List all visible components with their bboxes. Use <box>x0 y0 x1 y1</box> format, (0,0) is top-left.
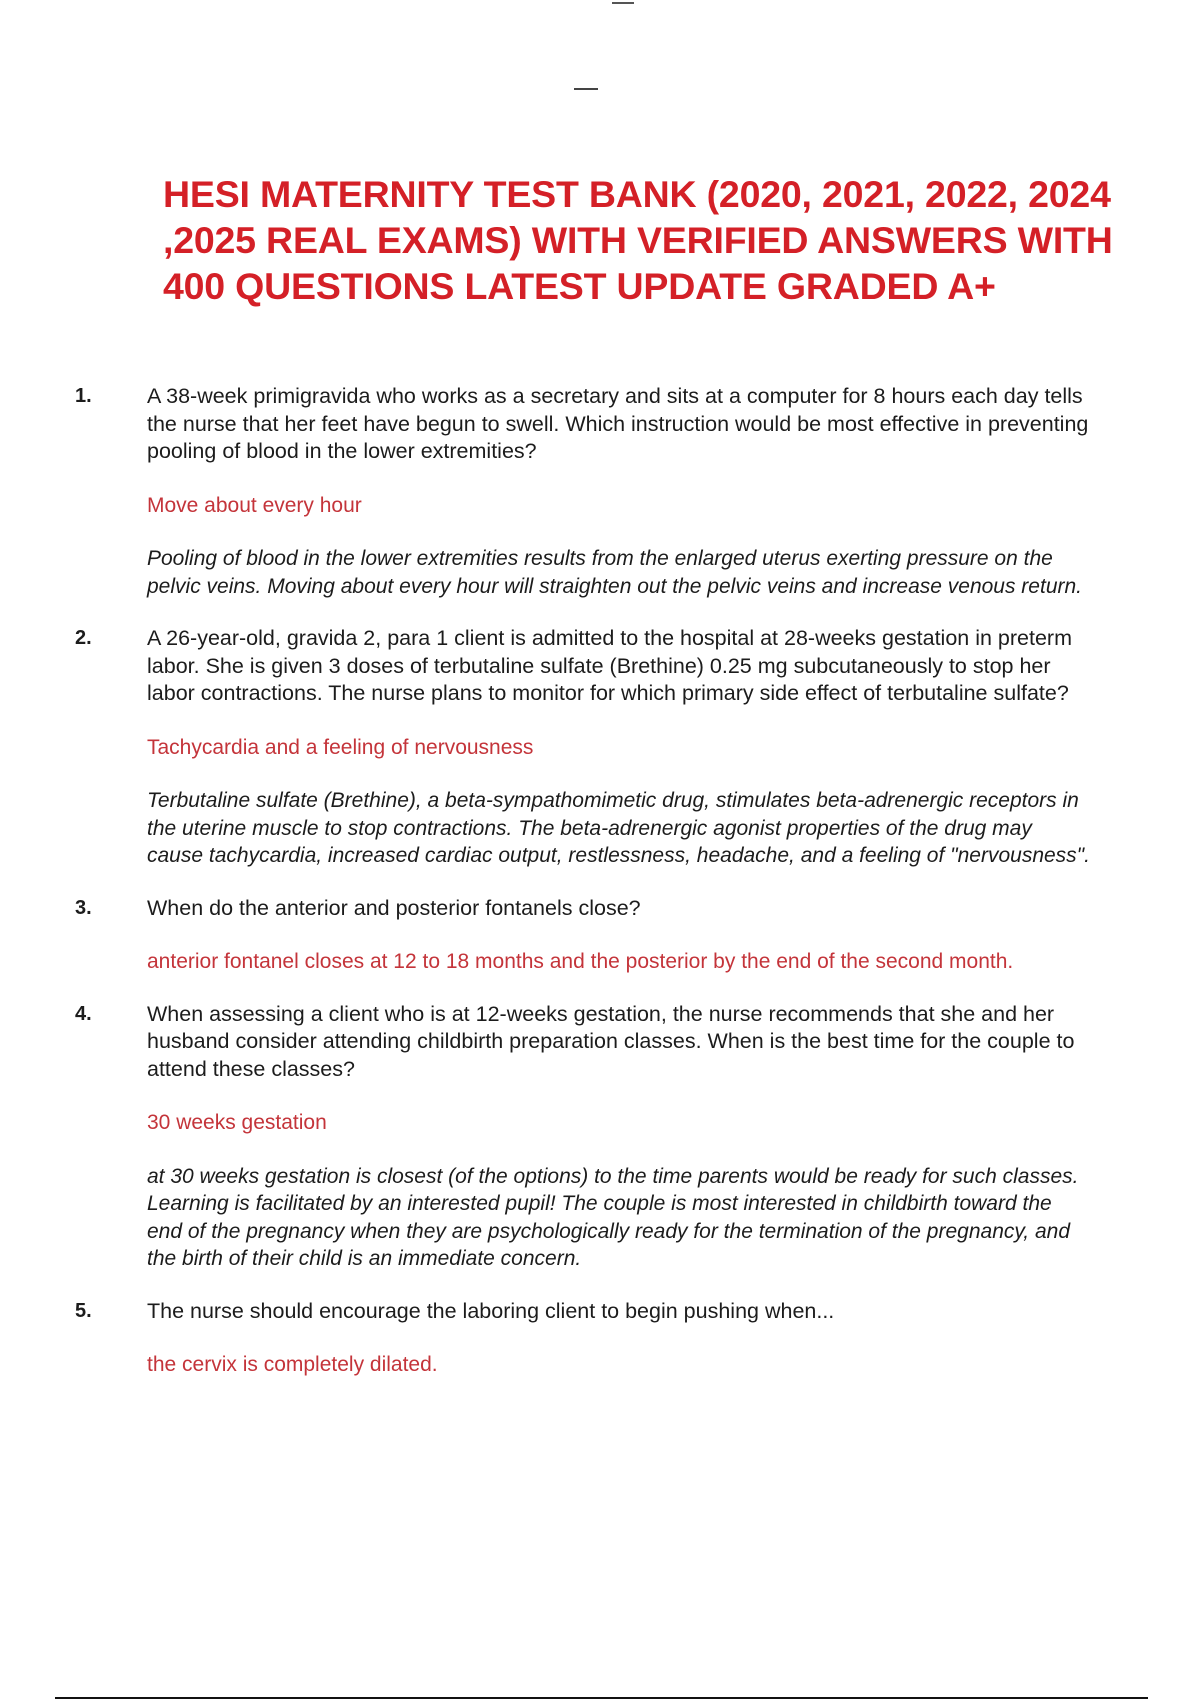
question-number: 1. <box>75 385 92 407</box>
question-number: 3. <box>75 896 92 919</box>
answer-text: Move about every hour <box>147 493 362 517</box>
question-item-5 <box>72 1298 1092 1379</box>
answer-text: 30 weeks gestation <box>147 1111 327 1134</box>
question-number: 4. <box>75 1002 92 1025</box>
question-text: When do the anterior and posterior fontanels close? <box>147 895 641 920</box>
header-dash <box>574 88 598 90</box>
question-item-1 <box>72 383 1092 600</box>
question-number: 2. <box>75 627 92 649</box>
top-edge-mark <box>612 2 634 4</box>
question-text: When assessing a client who is at 12-weeks gestation, the nurse recommends that she and her husband consider attending childbirth preparation classes. When is the best time for the couple to attend these classes? <box>147 1001 1075 1081</box>
question-text: A 26-year-old, gravida 2, para 1 client is admitted to the hospital at 28-weeks gestation in preterm labor. She is given 3 doses of terbutaline sulfate (Brethine) 0.25 mg subcutaneously to stop her labor contractions. The nurse plans to monitor for which primary side effect of terbutaline sulfate? <box>147 626 1073 705</box>
answer-text: Tachycardia and a feeling of nervousness <box>147 735 534 759</box>
question-item-4 <box>72 1001 1092 1273</box>
document-title: HESI MATERNITY TEST BANK (2020, 2021, 2022, 2024 ,2025 REAL EXAMS) WITH VERIFIED ANSWERS WITH 400 QUESTIONS LATEST UPDATE GRADED A+ <box>163 173 1113 307</box>
question-text: The nurse should encourage the laboring client to begin pushing when... <box>147 1298 835 1323</box>
answer-text: the cervix is completely dilated. <box>147 1353 438 1376</box>
question-item-3 <box>72 895 1092 976</box>
question-number: 5. <box>75 1299 92 1322</box>
rationale-text: at 30 weeks gestation is closest (of the options) to the time parents would be ready for such classes. Learning is facilitated by an interested pupil! The couple is most interested in childbirth toward the end of the pregnancy when they are psychologically ready for the termination of the pregnancy, and the birth of their child is an immediate concern. <box>147 1164 1079 1270</box>
question-text: A 38-week primigravida who works as a secretary and sits at a computer for 8 hours each day tells the nurse that her feet have begun to swell. Which instruction would be most effective in preventing pooling of blood in the lower extremities? <box>147 384 1089 463</box>
question-list <box>72 383 1092 1404</box>
rationale-text: Pooling of blood in the lower extremities results from the enlarged uterus exerting pressure on the pelvic veins. Moving about every hour will straighten out the pelvic veins and increase venous return. <box>147 547 1083 598</box>
answer-text: anterior fontanel closes at 12 to 18 months and the posterior by the end of the second month. <box>147 950 1014 973</box>
question-item-2 <box>72 625 1092 870</box>
rationale-text: Terbutaline sulfate (Brethine), a beta-sympathomimetic drug, stimulates beta-adrenergic receptors in the uterine muscle to stop contractions. The beta-adrenergic agonist properties of the drug may cause tachycardia, increased cardiac output, restlessness, headache, and a feeling of "nervousness". <box>147 789 1090 867</box>
bottom-divider <box>55 1697 1148 1699</box>
